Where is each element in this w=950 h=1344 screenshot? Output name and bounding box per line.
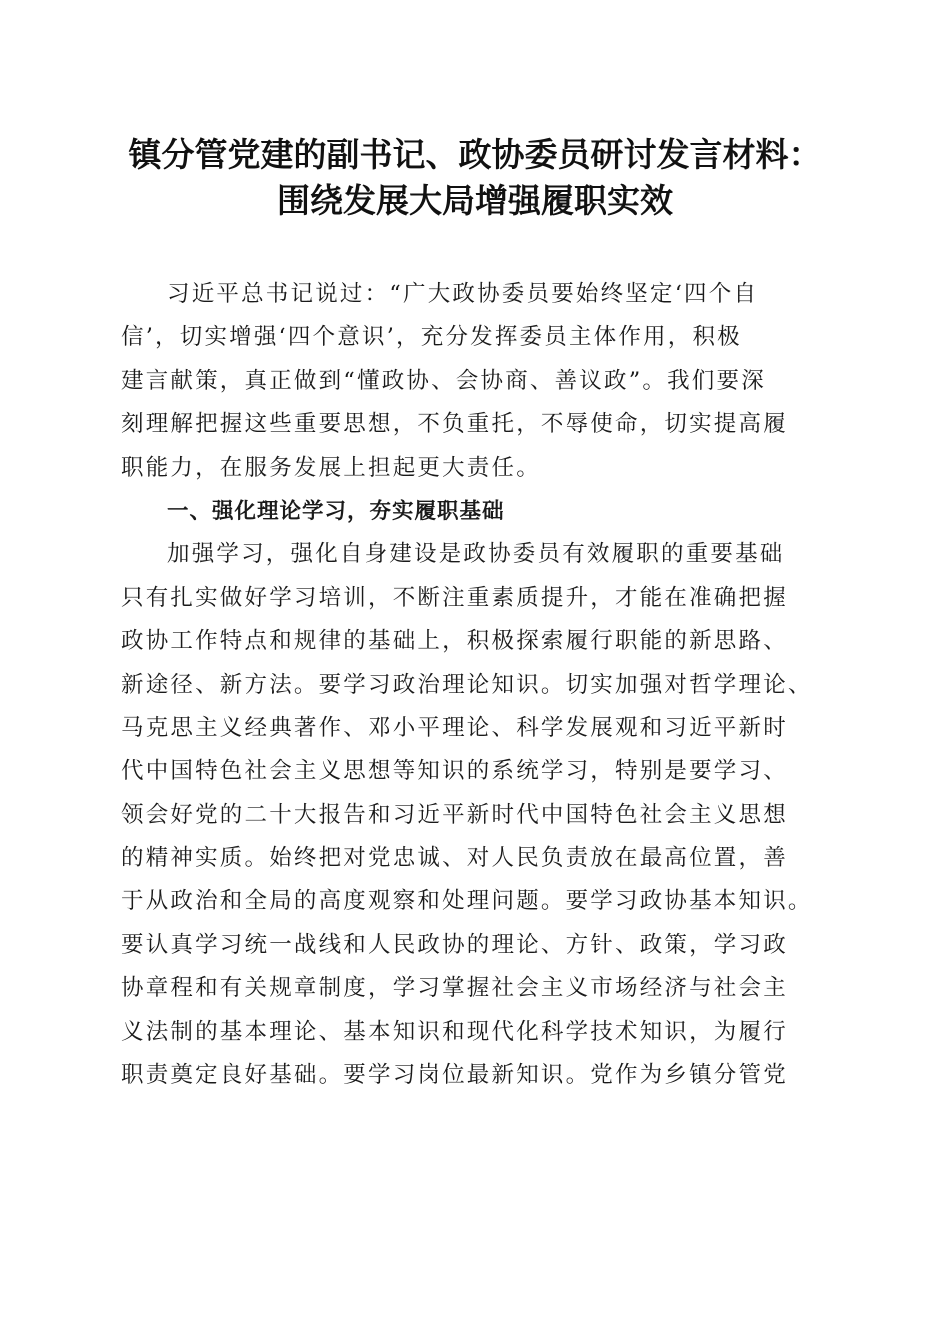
intro-line: 刻理解把握这些重要思想，不负重托，不辱使命，切实提高履: [121, 411, 788, 438]
section-line: 的精神实质。始终把对党忠诚、对人民负责放在最高位置，善: [121, 845, 788, 872]
intro-line: 习近平总书记说过：“广大政协委员要始终坚定‘四个自: [167, 281, 759, 307]
section-line: 于从政治和全局的高度观察和处理问题。要学习政协基本知识。: [121, 888, 813, 915]
section-line: 义法制的基本理论、基本知识和现代化科学技术知识，为履行: [121, 1018, 788, 1045]
section-line: 新途径、新方法。要学习政治理论知识。切实加强对哲学理论、: [121, 671, 813, 698]
intro-line: 建言献策，真正做到“懂政协、会协商、善议政”。我们要深: [121, 367, 766, 394]
section-line: 代中国特色社会主义思想等知识的系统学习，特别是要学习、: [121, 758, 788, 785]
section-line: 要认真学习统一战线和人民政协的理论、方针、政策，学习政: [121, 931, 788, 958]
section-line: 马克思主义经典著作、邓小平理论、科学发展观和习近平新时: [121, 714, 788, 741]
title-line-1: 镇分管党建的副书记、政协委员研讨发言材料：: [128, 135, 822, 174]
section-line: 协章程和有关规章制度，学习掌握社会主义市场经济与社会主: [121, 975, 788, 1002]
intro-line: 职能力，在服务发展上担起更大责任。: [121, 454, 541, 481]
section-line: 加强学习，强化自身建设是政协委员有效履职的重要基础: [167, 541, 785, 568]
section-heading-1: 一、强化理论学习，夯实履职基础: [167, 498, 505, 524]
intro-line: 信’，切实增强‘四个意识’，充分发挥委员主体作用，积极: [121, 324, 742, 351]
document-body: [121, 273, 841, 1097]
title-line-2: 围绕发展大局增强履职实效: [277, 181, 673, 220]
document-title: [100, 132, 850, 224]
section-line: 只有扎实做好学习培训，不断注重素质提升，才能在准确把握: [121, 584, 788, 611]
section-line: 职责奠定良好基础。要学习岗位最新知识。党作为乡镇分管党: [121, 1062, 788, 1089]
section-line: 政协工作特点和规律的基础上，积极探索履行职能的新思路、: [121, 628, 788, 655]
section-line: 领会好党的二十大报告和习近平新时代中国特色社会主义思想: [121, 801, 788, 828]
